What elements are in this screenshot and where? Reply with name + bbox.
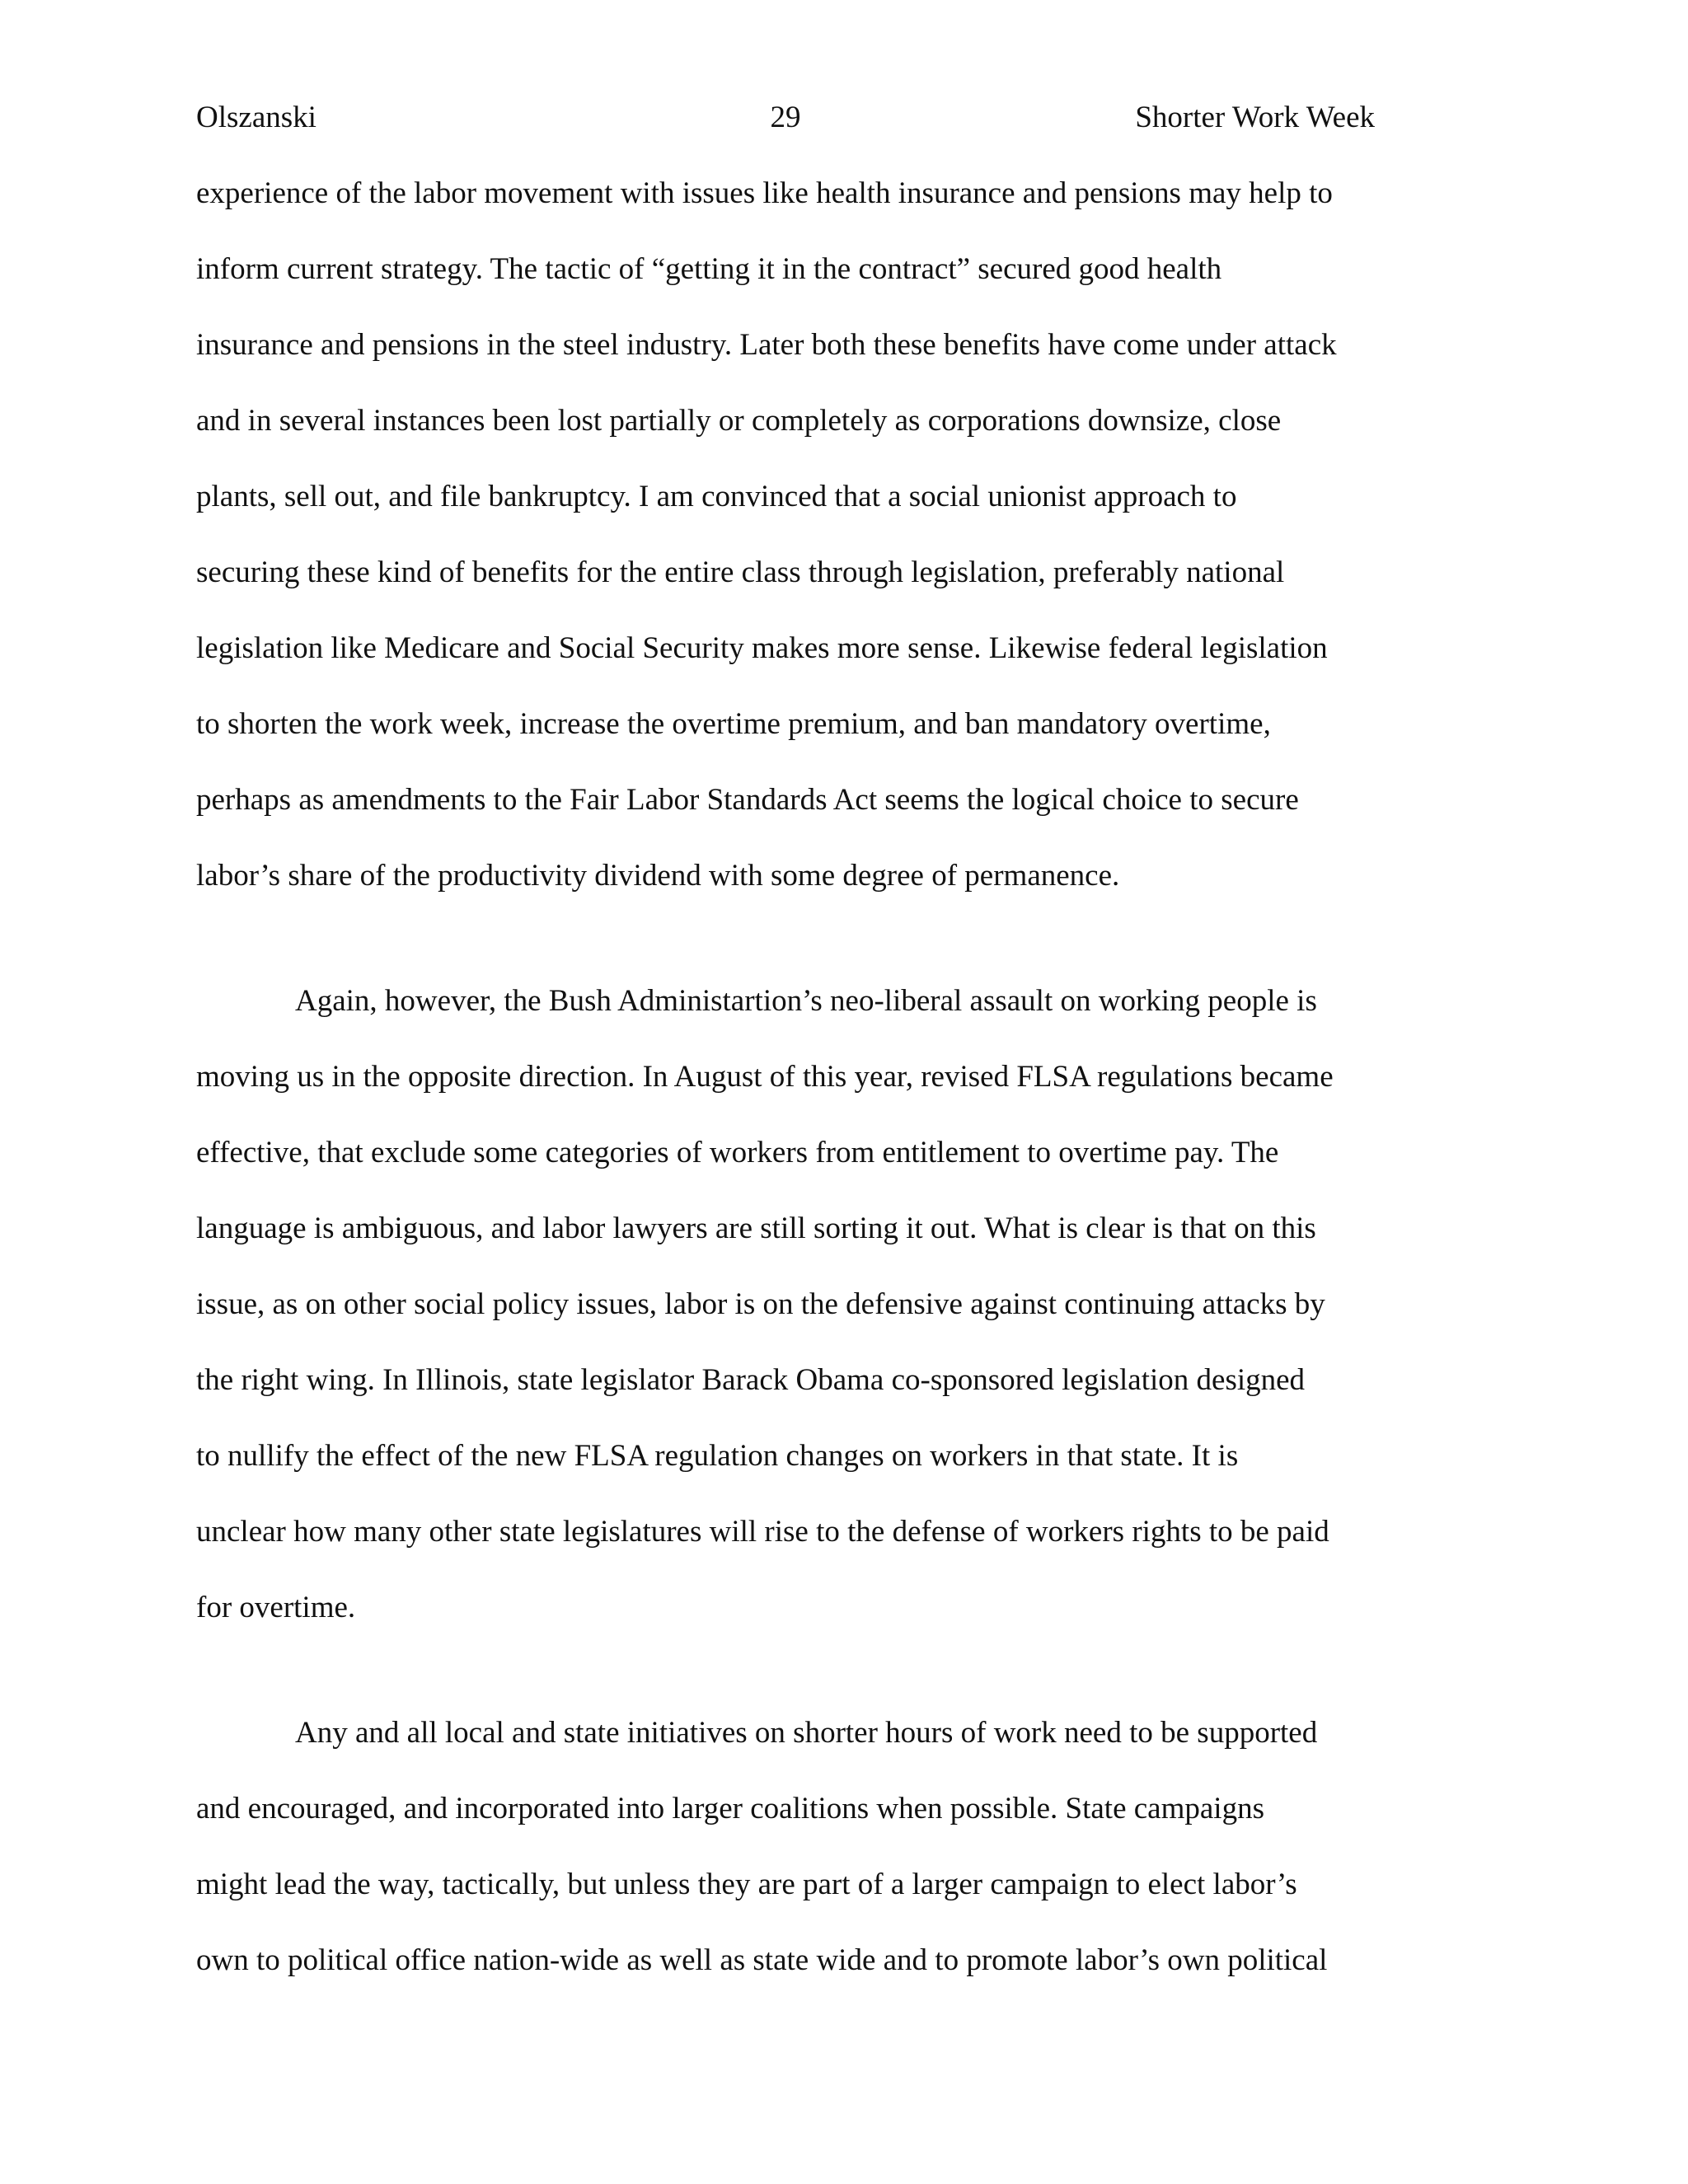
text-line: insurance and pensions in the steel industry. Later both these benefits have come under attack bbox=[196, 328, 1337, 362]
paragraph-2 bbox=[196, 981, 1432, 1663]
text-line: issue, as on other social policy issues, labor is on the defensive against continuing attacks by bbox=[196, 1287, 1325, 1321]
header-short-title: Shorter Work Week bbox=[1135, 101, 1375, 134]
text-line: securing these kind of benefits for the entire class through legislation, preferably national bbox=[196, 555, 1285, 589]
text-line: legislation like Medicare and Social Security makes more sense. Likewise federal legislation bbox=[196, 631, 1328, 665]
text-line: effective, that exclude some categories of workers from entitlement to overtime pay. The bbox=[196, 1136, 1279, 1169]
text-line: labor’s share of the productivity dividend with some degree of permanence. bbox=[196, 859, 1120, 893]
text-line: plants, sell out, and file bankruptcy. I am convinced that a social unionist approach to bbox=[196, 480, 1237, 513]
text-line: to nullify the effect of the new FLSA regulation changes on workers in that state. It is bbox=[196, 1439, 1239, 1473]
header-page-number: 29 bbox=[770, 101, 801, 134]
header-author: Olszanski bbox=[196, 101, 316, 134]
running-header bbox=[196, 97, 1375, 138]
text-line: moving us in the opposite direction. In August of this year, revised FLSA regulations became bbox=[196, 1060, 1334, 1094]
text-line: for overtime. bbox=[196, 1591, 356, 1624]
text-line: and in several instances been lost partially or completely as corporations downsize, close bbox=[196, 404, 1282, 438]
text-line: Any and all local and state initiatives on shorter hours of work need to be supported bbox=[295, 1716, 1318, 1750]
text-line: to shorten the work week, increase the overtime premium, and ban mandatory overtime, bbox=[196, 707, 1271, 741]
text-line: Again, however, the Bush Administartion’s neo-liberal assault on working people is bbox=[295, 984, 1317, 1018]
text-line: own to political office nation-wide as well as state wide and to promote labor’s own political bbox=[196, 1943, 1328, 1977]
text-line: the right wing. In Illinois, state legislator Barack Obama co-sponsored legislation designed bbox=[196, 1363, 1306, 1397]
paragraph-1 bbox=[196, 173, 1432, 931]
text-line: might lead the way, tactically, but unless they are part of a larger campaign to elect labor’s bbox=[196, 1868, 1297, 1901]
text-line: unclear how many other state legislatures will rise to the defense of workers rights to be paid bbox=[196, 1515, 1329, 1549]
body-text bbox=[196, 173, 1432, 2016]
text-line: inform current strategy. The tactic of “getting it in the contract” secured good health bbox=[196, 252, 1222, 286]
paragraph-3 bbox=[196, 1713, 1432, 2016]
text-line: and encouraged, and incorporated into larger coalitions when possible. State campaigns bbox=[196, 1792, 1264, 1825]
text-line: language is ambiguous, and labor lawyers are still sorting it out. What is clear is that on this bbox=[196, 1212, 1316, 1245]
text-line: experience of the labor movement with issues like health insurance and pensions may help to bbox=[196, 176, 1333, 210]
text-line: perhaps as amendments to the Fair Labor Standards Act seems the logical choice to secure bbox=[196, 783, 1299, 817]
